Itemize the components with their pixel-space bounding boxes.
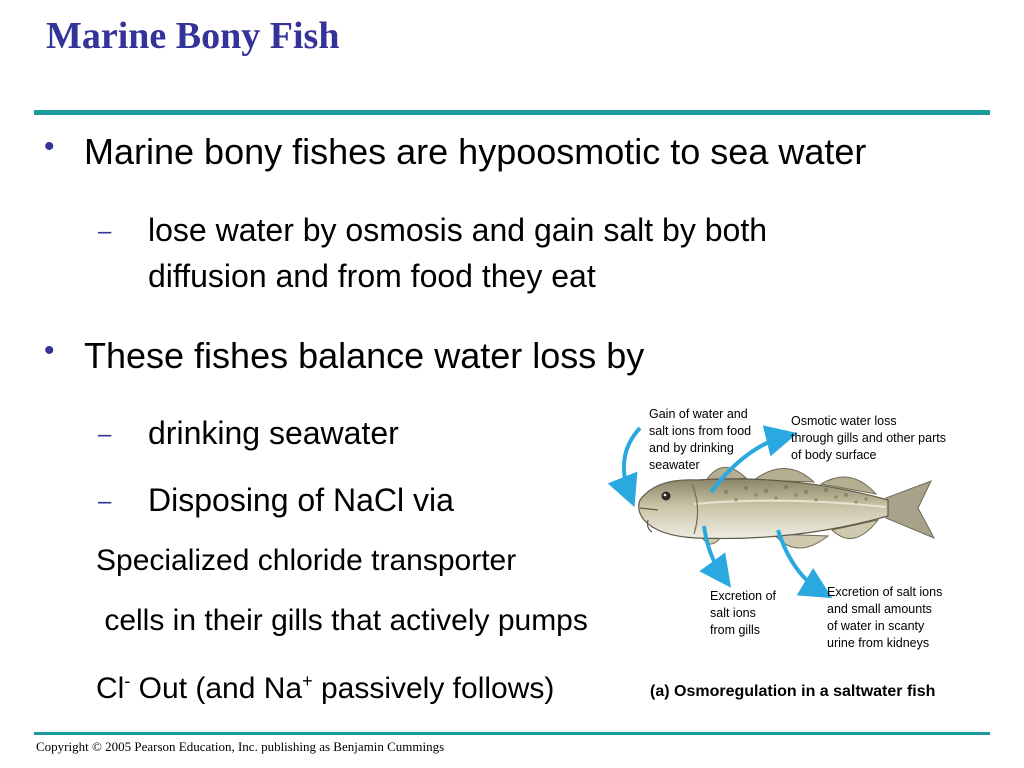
copyright-footer: Copyright © 2005 Pearson Education, Inc. publishing as Benjamin Cummings <box>36 739 445 754</box>
bullet-marker: • <box>44 334 55 367</box>
continuation-line-2: cells in their gills that actively pumps <box>96 604 588 637</box>
continuation-line-1: Specialized chloride transporter <box>96 544 517 577</box>
slide-title: Marine Bony Fish <box>46 15 340 57</box>
label-water-gain-line: salt ions from food <box>649 424 752 438</box>
label-kidney-excretion-line: urine from kidneys <box>827 636 930 650</box>
bottom-divider <box>34 732 990 735</box>
sodium-text: passively follows) <box>312 672 555 705</box>
bullet-1-sub-1-line-1: lose water by osmosis and gain salt by both <box>148 212 767 248</box>
dash-marker: – <box>98 218 112 245</box>
dash-marker: – <box>98 488 112 515</box>
label-kidney-excretion-line: of water in scanty <box>827 619 925 633</box>
label-water-gain <box>649 406 751 474</box>
bullet-1-text: Marine bony fishes are hypoosmotic to sea water <box>84 131 867 172</box>
bullet-2-sub-1: drinking seawater <box>148 415 399 451</box>
label-kidney-excretion-line: and small amounts <box>827 602 932 616</box>
chloride-text: Out (and Na <box>130 672 303 705</box>
label-kidney-excretion <box>827 584 942 652</box>
label-water-gain-line: seawater <box>649 458 700 472</box>
negative-charge: - <box>124 671 131 691</box>
label-gill-excretion-line: salt ions <box>710 606 756 620</box>
diagram-caption: (a) Osmoregulation in a saltwater fish <box>650 683 936 700</box>
label-osmotic-loss-line: Osmotic water loss <box>791 414 897 428</box>
label-osmotic-loss <box>791 413 946 464</box>
label-gill-excretion-line: from gills <box>710 623 761 637</box>
bullet-1-sub-1-line-2: diffusion and from food they eat <box>148 258 596 294</box>
label-water-gain-line: Gain of water and <box>649 407 748 421</box>
label-kidney-excretion-line: Excretion of salt ions <box>827 585 943 599</box>
dash-marker: – <box>98 421 112 448</box>
continuation-line-3 <box>96 661 554 709</box>
label-osmotic-loss-line: of body surface <box>791 448 877 462</box>
positive-charge: + <box>302 671 313 691</box>
label-gill-excretion-line: Excretion of <box>710 589 777 603</box>
bullet-2-text: These fishes balance water loss by <box>84 335 645 376</box>
chloride-symbol: Cl <box>96 672 125 705</box>
label-osmotic-loss-line: through gills and other parts <box>791 431 946 445</box>
label-water-gain-line: and by drinking <box>649 441 734 455</box>
osmoregulation-diagram <box>596 396 1016 706</box>
bullet-marker: • <box>44 130 55 163</box>
top-divider <box>34 110 990 115</box>
bullet-2-sub-2: Disposing of NaCl via <box>148 482 454 518</box>
label-gill-excretion <box>710 588 776 639</box>
